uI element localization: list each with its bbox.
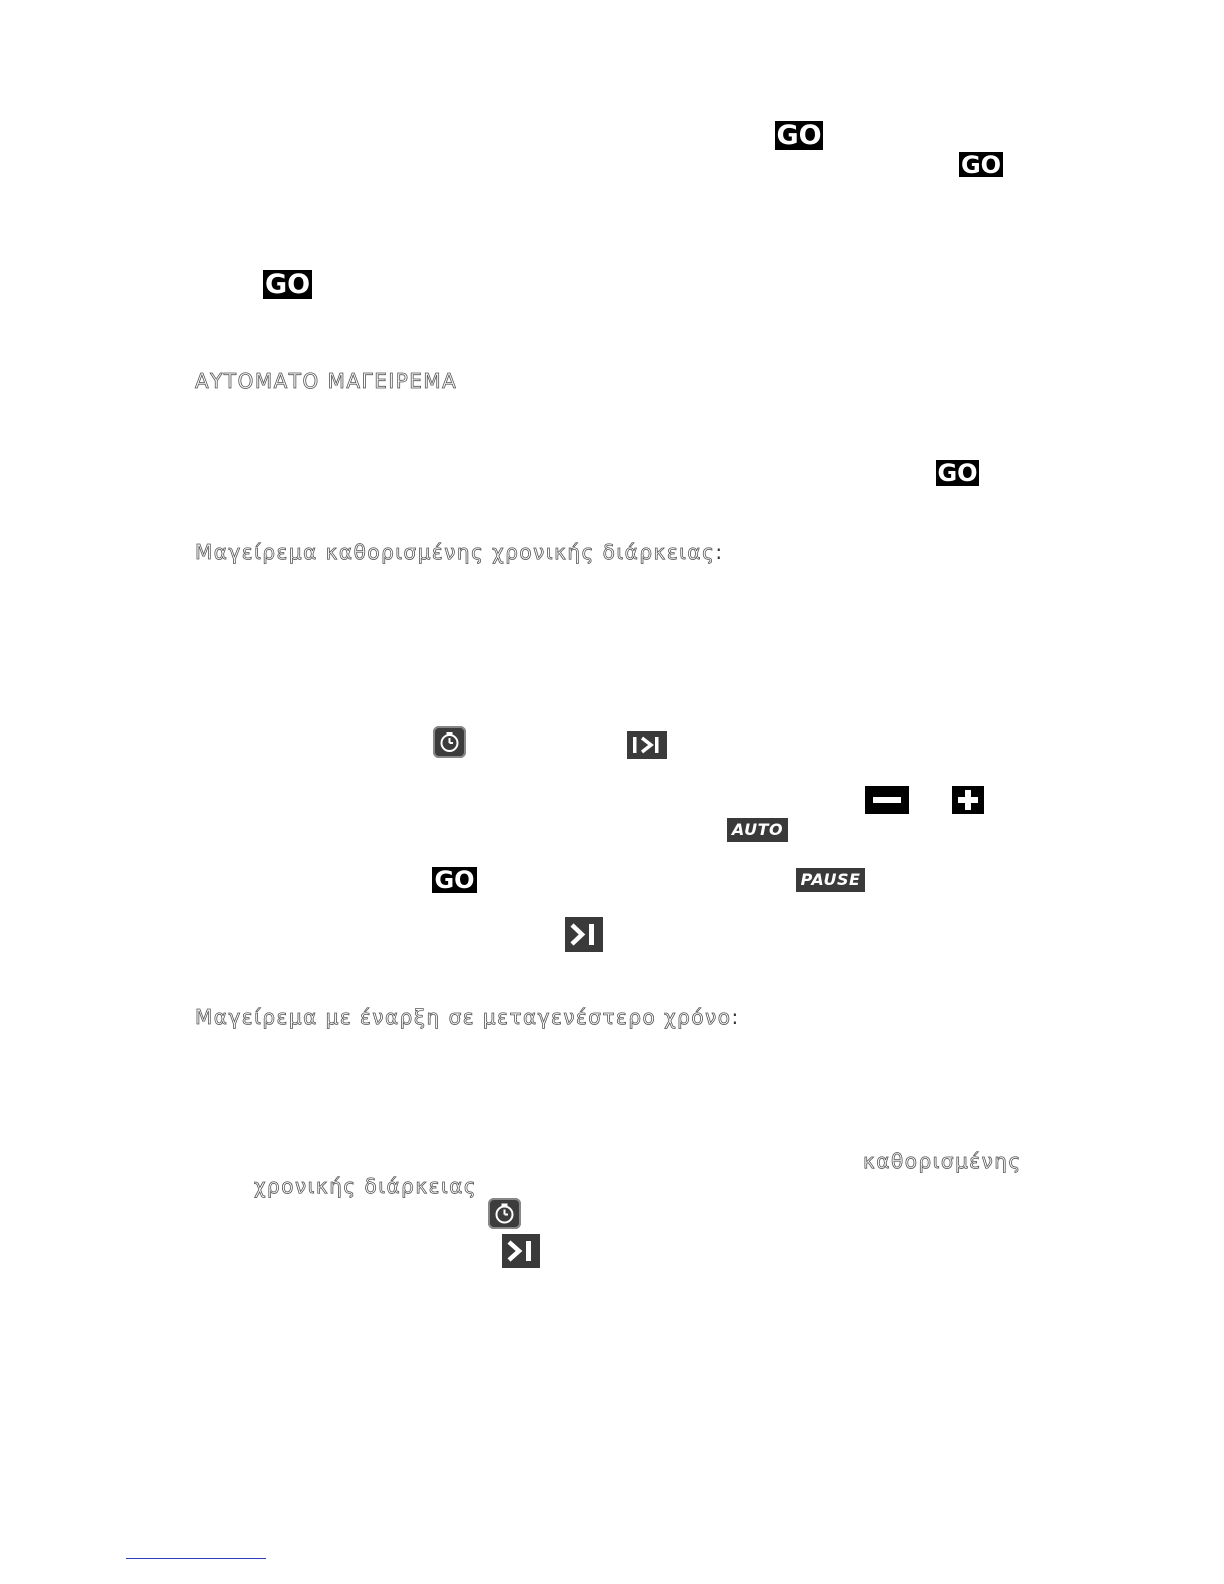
minus-icon (865, 786, 909, 814)
next-step-icon (627, 731, 667, 759)
fixed-duration-reference-line1: καθορισμένης (863, 1149, 1022, 1173)
auto-icon: AUTO (727, 818, 788, 842)
pause-icon: PAUSE (796, 868, 865, 892)
heading-colon: : (731, 1005, 740, 1029)
plus-icon (952, 786, 984, 814)
go-button-icon: GO (937, 460, 978, 486)
skip-icon (565, 917, 603, 952)
go-button-icon: GO (960, 152, 1002, 177)
go-button-icon: GO (264, 270, 311, 299)
timer-icon (433, 726, 466, 758)
go-button-icon: GO (432, 867, 477, 893)
timer-icon (488, 1198, 521, 1229)
section-heading-fixed-duration (195, 540, 724, 564)
section-heading-text: Μαγείρεμα με έναρξη σε μεταγενέστερο χρόνο (195, 1005, 732, 1029)
go-button-icon: GO (776, 121, 822, 150)
section-heading-text: Μαγείρεμα καθορισμένης χρονικής διάρκειας (195, 540, 716, 564)
heading-colon: : (715, 540, 724, 564)
skip-icon (502, 1234, 540, 1268)
section-heading-delayed-start (195, 1005, 740, 1029)
fixed-duration-reference-line2: χρονικής διάρκειας (254, 1174, 478, 1198)
section-heading-automatic-cooking: ΑΥΤΟΜΑΤΟ ΜΑΓΕΙΡΕΜΑ (195, 369, 458, 393)
footnote-separator (126, 1558, 266, 1559)
